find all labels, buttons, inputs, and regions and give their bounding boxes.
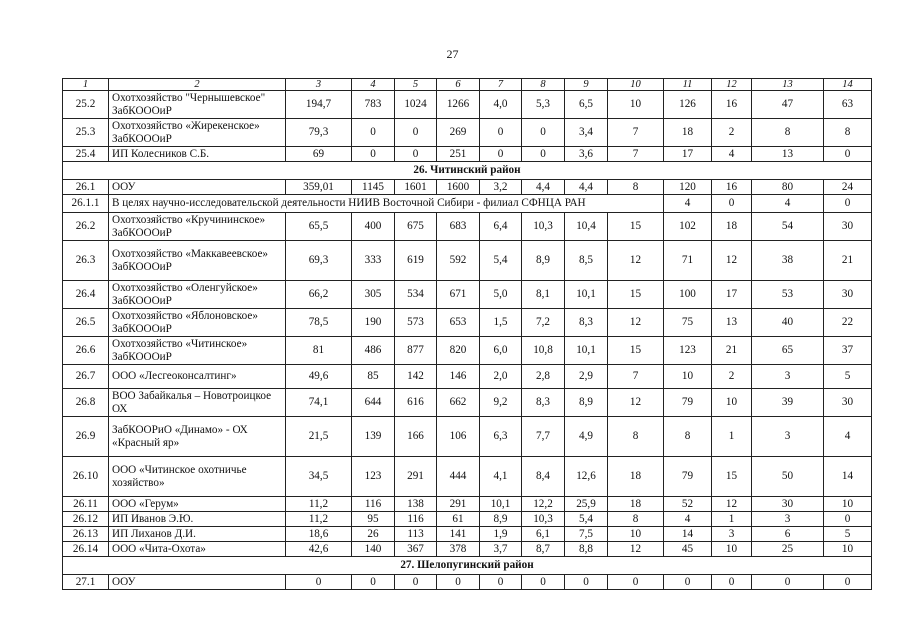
- value-cell: 671: [437, 281, 480, 309]
- value-cell: 653: [437, 309, 480, 337]
- column-number-row: [63, 79, 872, 91]
- value-cell: 140: [352, 542, 395, 557]
- value-cell: 15: [608, 213, 664, 241]
- value-cell: 0: [395, 575, 437, 590]
- value-cell: 5,0: [480, 281, 522, 309]
- column-number-cell: 6: [437, 79, 480, 91]
- value-cell: 783: [352, 91, 395, 119]
- value-cell: 116: [352, 497, 395, 512]
- value-cell: 138: [395, 497, 437, 512]
- value-cell: 38: [752, 241, 824, 281]
- value-cell: 75: [664, 309, 712, 337]
- value-cell: 18: [664, 119, 712, 147]
- value-cell: 1,9: [480, 527, 522, 542]
- table-row: [63, 389, 872, 417]
- value-cell: 400: [352, 213, 395, 241]
- value-cell: 53: [752, 281, 824, 309]
- value-cell: 166: [395, 417, 437, 457]
- value-cell: 21,5: [286, 417, 352, 457]
- value-cell: 291: [437, 497, 480, 512]
- value-cell: 39: [752, 389, 824, 417]
- column-number-cell: 13: [752, 79, 824, 91]
- value-cell: 37: [824, 337, 872, 365]
- row-id-cell: 26.8: [63, 389, 109, 417]
- column-number-cell: 8: [522, 79, 565, 91]
- value-cell: 81: [286, 337, 352, 365]
- value-cell: 4,1: [480, 457, 522, 497]
- value-cell: 12: [608, 241, 664, 281]
- value-cell: 3,6: [565, 147, 608, 162]
- value-cell: 0: [480, 147, 522, 162]
- organization-name-cell: ООУ: [109, 180, 286, 195]
- value-cell: 3,4: [565, 119, 608, 147]
- value-cell: 42,6: [286, 542, 352, 557]
- row-id-cell: 26.9: [63, 417, 109, 457]
- value-cell: 0: [286, 575, 352, 590]
- hunting-quota-table: [62, 78, 872, 590]
- value-cell: 662: [437, 389, 480, 417]
- value-cell: 12: [608, 309, 664, 337]
- value-cell: 1266: [437, 91, 480, 119]
- value-cell: 15: [712, 457, 752, 497]
- value-cell: 0: [522, 119, 565, 147]
- value-cell: 12,6: [565, 457, 608, 497]
- organization-name-cell: Охотхозяйство «Читинское» ЗабКОООиР: [109, 337, 286, 365]
- value-cell: 71: [664, 241, 712, 281]
- value-cell: 4: [712, 147, 752, 162]
- value-cell: 0: [664, 575, 712, 590]
- organization-name-cell: ООО «Лесгеоконсалтинг»: [109, 365, 286, 389]
- value-cell: 0: [395, 147, 437, 162]
- value-cell: 573: [395, 309, 437, 337]
- value-cell: 12,2: [522, 497, 565, 512]
- organization-name-cell: ООУ: [109, 575, 286, 590]
- value-cell: 3,2: [480, 180, 522, 195]
- value-cell: 45: [664, 542, 712, 557]
- value-cell: 1: [712, 512, 752, 527]
- table-row: [63, 512, 872, 527]
- table-row: [63, 575, 872, 590]
- value-cell: 12: [712, 497, 752, 512]
- value-cell: 106: [437, 417, 480, 457]
- value-cell: 65,5: [286, 213, 352, 241]
- value-cell: 8: [752, 119, 824, 147]
- table-row: [63, 281, 872, 309]
- organization-name-cell: ВОО Забайкалья – Новотроицкое ОХ: [109, 389, 286, 417]
- value-cell: 8,5: [565, 241, 608, 281]
- column-number-cell: 2: [109, 79, 286, 91]
- value-cell: 13: [752, 147, 824, 162]
- value-cell: 25,9: [565, 497, 608, 512]
- value-cell: 4: [824, 417, 872, 457]
- value-cell: 21: [712, 337, 752, 365]
- row-id-cell: 26.7: [63, 365, 109, 389]
- value-cell: 123: [352, 457, 395, 497]
- value-cell: 116: [395, 512, 437, 527]
- value-cell: 1600: [437, 180, 480, 195]
- value-cell: 120: [664, 180, 712, 195]
- value-cell: 194,7: [286, 91, 352, 119]
- table-row: [63, 213, 872, 241]
- value-cell: 8: [664, 417, 712, 457]
- value-cell: 10,1: [565, 337, 608, 365]
- value-cell: 0: [395, 119, 437, 147]
- value-cell: 0: [752, 575, 824, 590]
- table-row: [63, 542, 872, 557]
- district-section-row: [63, 557, 872, 575]
- value-cell: 74,1: [286, 389, 352, 417]
- value-cell: 79: [664, 389, 712, 417]
- value-cell: 10,4: [565, 213, 608, 241]
- value-cell: 4: [664, 512, 712, 527]
- value-cell: 10: [608, 527, 664, 542]
- value-cell: 4: [752, 195, 824, 213]
- column-number-cell: 9: [565, 79, 608, 91]
- table-row: [63, 497, 872, 512]
- organization-name-cell: ЗабКООРиО «Динамо» - ОХ «Красный яр»: [109, 417, 286, 457]
- value-cell: 78,5: [286, 309, 352, 337]
- table-row: [63, 309, 872, 337]
- value-cell: 61: [437, 512, 480, 527]
- table-row: [63, 337, 872, 365]
- district-heading: 27. Шелопугинский район: [63, 557, 872, 575]
- value-cell: 3: [752, 512, 824, 527]
- value-cell: 47: [752, 91, 824, 119]
- row-id-cell: 25.4: [63, 147, 109, 162]
- value-cell: 17: [712, 281, 752, 309]
- value-cell: 291: [395, 457, 437, 497]
- value-cell: 12: [608, 542, 664, 557]
- value-cell: 4,0: [480, 91, 522, 119]
- value-cell: 50: [752, 457, 824, 497]
- value-cell: 367: [395, 542, 437, 557]
- value-cell: 7: [608, 119, 664, 147]
- value-cell: 251: [437, 147, 480, 162]
- table-row: [63, 527, 872, 542]
- value-cell: 79,3: [286, 119, 352, 147]
- column-number-cell: 10: [608, 79, 664, 91]
- table-row: [63, 119, 872, 147]
- organization-name-cell: ООО «Чита-Охота»: [109, 542, 286, 557]
- value-cell: 2,9: [565, 365, 608, 389]
- value-cell: 5,4: [480, 241, 522, 281]
- value-cell: 10,8: [522, 337, 565, 365]
- organization-name-cell: Охотхозяйство «Жирекенское» ЗабКОООиР: [109, 119, 286, 147]
- value-cell: 0: [608, 575, 664, 590]
- value-cell: 3,7: [480, 542, 522, 557]
- row-id-cell: 25.3: [63, 119, 109, 147]
- page-number: 27: [446, 47, 459, 61]
- row-id-cell: 26.3: [63, 241, 109, 281]
- value-cell: 66,2: [286, 281, 352, 309]
- district-section-row: [63, 162, 872, 180]
- value-cell: 0: [712, 195, 752, 213]
- value-cell: 5: [824, 527, 872, 542]
- value-cell: 113: [395, 527, 437, 542]
- table-row: [63, 365, 872, 389]
- value-cell: 10: [712, 542, 752, 557]
- value-cell: 8,8: [565, 542, 608, 557]
- value-cell: 30: [752, 497, 824, 512]
- row-id-cell: 26.1: [63, 180, 109, 195]
- value-cell: 7: [608, 147, 664, 162]
- value-cell: 5: [824, 365, 872, 389]
- table-row: [63, 91, 872, 119]
- value-cell: 644: [352, 389, 395, 417]
- value-cell: 4,4: [522, 180, 565, 195]
- row-id-cell: 26.12: [63, 512, 109, 527]
- column-number-cell: 7: [480, 79, 522, 91]
- value-cell: 6,4: [480, 213, 522, 241]
- value-cell: 16: [712, 180, 752, 195]
- organization-name-cell: ООО «Герум»: [109, 497, 286, 512]
- organization-name-cell: ИП Колесников С.Б.: [109, 147, 286, 162]
- table-row: [63, 180, 872, 195]
- value-cell: 8,3: [565, 309, 608, 337]
- value-cell: 123: [664, 337, 712, 365]
- value-cell: 95: [352, 512, 395, 527]
- row-id-cell: 26.10: [63, 457, 109, 497]
- value-cell: 30: [824, 389, 872, 417]
- value-cell: 15: [608, 337, 664, 365]
- row-id-cell: 26.6: [63, 337, 109, 365]
- value-cell: 65: [752, 337, 824, 365]
- value-cell: 2,0: [480, 365, 522, 389]
- value-cell: 0: [480, 575, 522, 590]
- value-cell: 675: [395, 213, 437, 241]
- value-cell: 0: [565, 575, 608, 590]
- table-row: [63, 457, 872, 497]
- value-cell: 5,3: [522, 91, 565, 119]
- value-cell: 142: [395, 365, 437, 389]
- value-cell: 13: [712, 309, 752, 337]
- value-cell: 25: [752, 542, 824, 557]
- column-number-cell: 4: [352, 79, 395, 91]
- value-cell: 486: [352, 337, 395, 365]
- value-cell: 6,5: [565, 91, 608, 119]
- value-cell: 8,1: [522, 281, 565, 309]
- value-cell: 7,5: [565, 527, 608, 542]
- value-cell: 1,5: [480, 309, 522, 337]
- value-cell: 5,4: [565, 512, 608, 527]
- column-number-cell: 1: [63, 79, 109, 91]
- organization-name-cell: Охотхозяйство "Чернышевское" ЗабКОООиР: [109, 91, 286, 119]
- value-cell: 14: [664, 527, 712, 542]
- value-cell: 4,4: [565, 180, 608, 195]
- value-cell: 21: [824, 241, 872, 281]
- organization-name-cell: Охотхозяйство «Маккавеевское» ЗабКОООиР: [109, 241, 286, 281]
- organization-name-cell: ИП Иванов Э.Ю.: [109, 512, 286, 527]
- value-cell: 30: [824, 281, 872, 309]
- value-cell: 6,3: [480, 417, 522, 457]
- value-cell: 619: [395, 241, 437, 281]
- value-cell: 359,01: [286, 180, 352, 195]
- value-cell: 22: [824, 309, 872, 337]
- value-cell: 534: [395, 281, 437, 309]
- value-cell: 16: [712, 91, 752, 119]
- organization-name-cell: Охотхозяйство «Оленгуйское» ЗабКОООиР: [109, 281, 286, 309]
- value-cell: 8: [608, 180, 664, 195]
- value-cell: 12: [712, 241, 752, 281]
- value-cell: 0: [352, 119, 395, 147]
- value-cell: 11,2: [286, 512, 352, 527]
- row-id-cell: 26.1.1: [63, 195, 109, 213]
- row-note-cell: В целях научно-исследовательской деятельности НИИВ Восточной Сибири - филиал СФНЦА РАН: [109, 195, 664, 213]
- value-cell: 7,7: [522, 417, 565, 457]
- value-cell: 3: [712, 527, 752, 542]
- value-cell: 17: [664, 147, 712, 162]
- value-cell: 877: [395, 337, 437, 365]
- column-number-cell: 3: [286, 79, 352, 91]
- value-cell: 3: [752, 417, 824, 457]
- value-cell: 0: [352, 147, 395, 162]
- value-cell: 69: [286, 147, 352, 162]
- value-cell: 6: [752, 527, 824, 542]
- value-cell: 0: [480, 119, 522, 147]
- value-cell: 10: [712, 389, 752, 417]
- table-row: [63, 147, 872, 162]
- value-cell: 141: [437, 527, 480, 542]
- value-cell: 10: [608, 91, 664, 119]
- value-cell: 683: [437, 213, 480, 241]
- value-cell: 54: [752, 213, 824, 241]
- value-cell: 8,9: [565, 389, 608, 417]
- value-cell: 8,7: [522, 542, 565, 557]
- value-cell: 8,3: [522, 389, 565, 417]
- value-cell: 30: [824, 213, 872, 241]
- value-cell: 15: [608, 281, 664, 309]
- value-cell: 126: [664, 91, 712, 119]
- value-cell: 139: [352, 417, 395, 457]
- value-cell: 10: [824, 542, 872, 557]
- value-cell: 80: [752, 180, 824, 195]
- value-cell: 10,3: [522, 213, 565, 241]
- value-cell: 52: [664, 497, 712, 512]
- table-row: [63, 241, 872, 281]
- value-cell: 24: [824, 180, 872, 195]
- value-cell: 1145: [352, 180, 395, 195]
- value-cell: 102: [664, 213, 712, 241]
- value-cell: 8: [608, 512, 664, 527]
- value-cell: 0: [712, 575, 752, 590]
- value-cell: 616: [395, 389, 437, 417]
- row-id-cell: 26.14: [63, 542, 109, 557]
- column-number-cell: 12: [712, 79, 752, 91]
- value-cell: 1024: [395, 91, 437, 119]
- value-cell: 8: [824, 119, 872, 147]
- value-cell: 2: [712, 119, 752, 147]
- organization-name-cell: ООО «Читинское охотничье хозяйство»: [109, 457, 286, 497]
- value-cell: 444: [437, 457, 480, 497]
- value-cell: 592: [437, 241, 480, 281]
- value-cell: 9,2: [480, 389, 522, 417]
- value-cell: 8,9: [480, 512, 522, 527]
- value-cell: 8: [608, 417, 664, 457]
- value-cell: 3: [752, 365, 824, 389]
- value-cell: 1601: [395, 180, 437, 195]
- value-cell: 0: [522, 147, 565, 162]
- column-number-cell: 11: [664, 79, 712, 91]
- value-cell: 1: [712, 417, 752, 457]
- column-number-cell: 5: [395, 79, 437, 91]
- value-cell: 18: [608, 497, 664, 512]
- value-cell: 34,5: [286, 457, 352, 497]
- value-cell: 2: [712, 365, 752, 389]
- value-cell: 7,2: [522, 309, 565, 337]
- value-cell: 0: [824, 147, 872, 162]
- row-id-cell: 26.2: [63, 213, 109, 241]
- value-cell: 85: [352, 365, 395, 389]
- value-cell: 269: [437, 119, 480, 147]
- value-cell: 4: [664, 195, 712, 213]
- value-cell: 305: [352, 281, 395, 309]
- value-cell: 40: [752, 309, 824, 337]
- value-cell: 10,1: [565, 281, 608, 309]
- value-cell: 0: [352, 575, 395, 590]
- value-cell: 79: [664, 457, 712, 497]
- value-cell: 18,6: [286, 527, 352, 542]
- value-cell: 49,6: [286, 365, 352, 389]
- row-id-cell: 26.11: [63, 497, 109, 512]
- value-cell: 10: [664, 365, 712, 389]
- value-cell: 378: [437, 542, 480, 557]
- value-cell: 7: [608, 365, 664, 389]
- organization-name-cell: ИП Лиханов Д.И.: [109, 527, 286, 542]
- value-cell: 10: [824, 497, 872, 512]
- value-cell: 4,9: [565, 417, 608, 457]
- value-cell: 333: [352, 241, 395, 281]
- value-cell: 0: [437, 575, 480, 590]
- value-cell: 26: [352, 527, 395, 542]
- value-cell: 63: [824, 91, 872, 119]
- value-cell: 100: [664, 281, 712, 309]
- value-cell: 190: [352, 309, 395, 337]
- value-cell: 0: [824, 575, 872, 590]
- column-number-cell: 14: [824, 79, 872, 91]
- organization-name-cell: Охотхозяйство «Кручининское» ЗабКОООиР: [109, 213, 286, 241]
- value-cell: 6,0: [480, 337, 522, 365]
- value-cell: 69,3: [286, 241, 352, 281]
- row-id-cell: 26.5: [63, 309, 109, 337]
- district-heading: 26. Читинский район: [63, 162, 872, 180]
- value-cell: 0: [824, 195, 872, 213]
- value-cell: 18: [608, 457, 664, 497]
- table-row: [63, 417, 872, 457]
- value-cell: 8,9: [522, 241, 565, 281]
- value-cell: 12: [608, 389, 664, 417]
- row-id-cell: 26.13: [63, 527, 109, 542]
- value-cell: 14: [824, 457, 872, 497]
- value-cell: 10,1: [480, 497, 522, 512]
- value-cell: 820: [437, 337, 480, 365]
- organization-name-cell: Охотхозяйство «Яблоновское» ЗабКОООиР: [109, 309, 286, 337]
- value-cell: 11,2: [286, 497, 352, 512]
- value-cell: 146: [437, 365, 480, 389]
- value-cell: 2,8: [522, 365, 565, 389]
- value-cell: 0: [522, 575, 565, 590]
- table-row: [63, 195, 872, 213]
- value-cell: 18: [712, 213, 752, 241]
- row-id-cell: 26.4: [63, 281, 109, 309]
- value-cell: 0: [824, 512, 872, 527]
- value-cell: 8,4: [522, 457, 565, 497]
- value-cell: 10,3: [522, 512, 565, 527]
- row-id-cell: 27.1: [63, 575, 109, 590]
- value-cell: 6,1: [522, 527, 565, 542]
- row-id-cell: 25.2: [63, 91, 109, 119]
